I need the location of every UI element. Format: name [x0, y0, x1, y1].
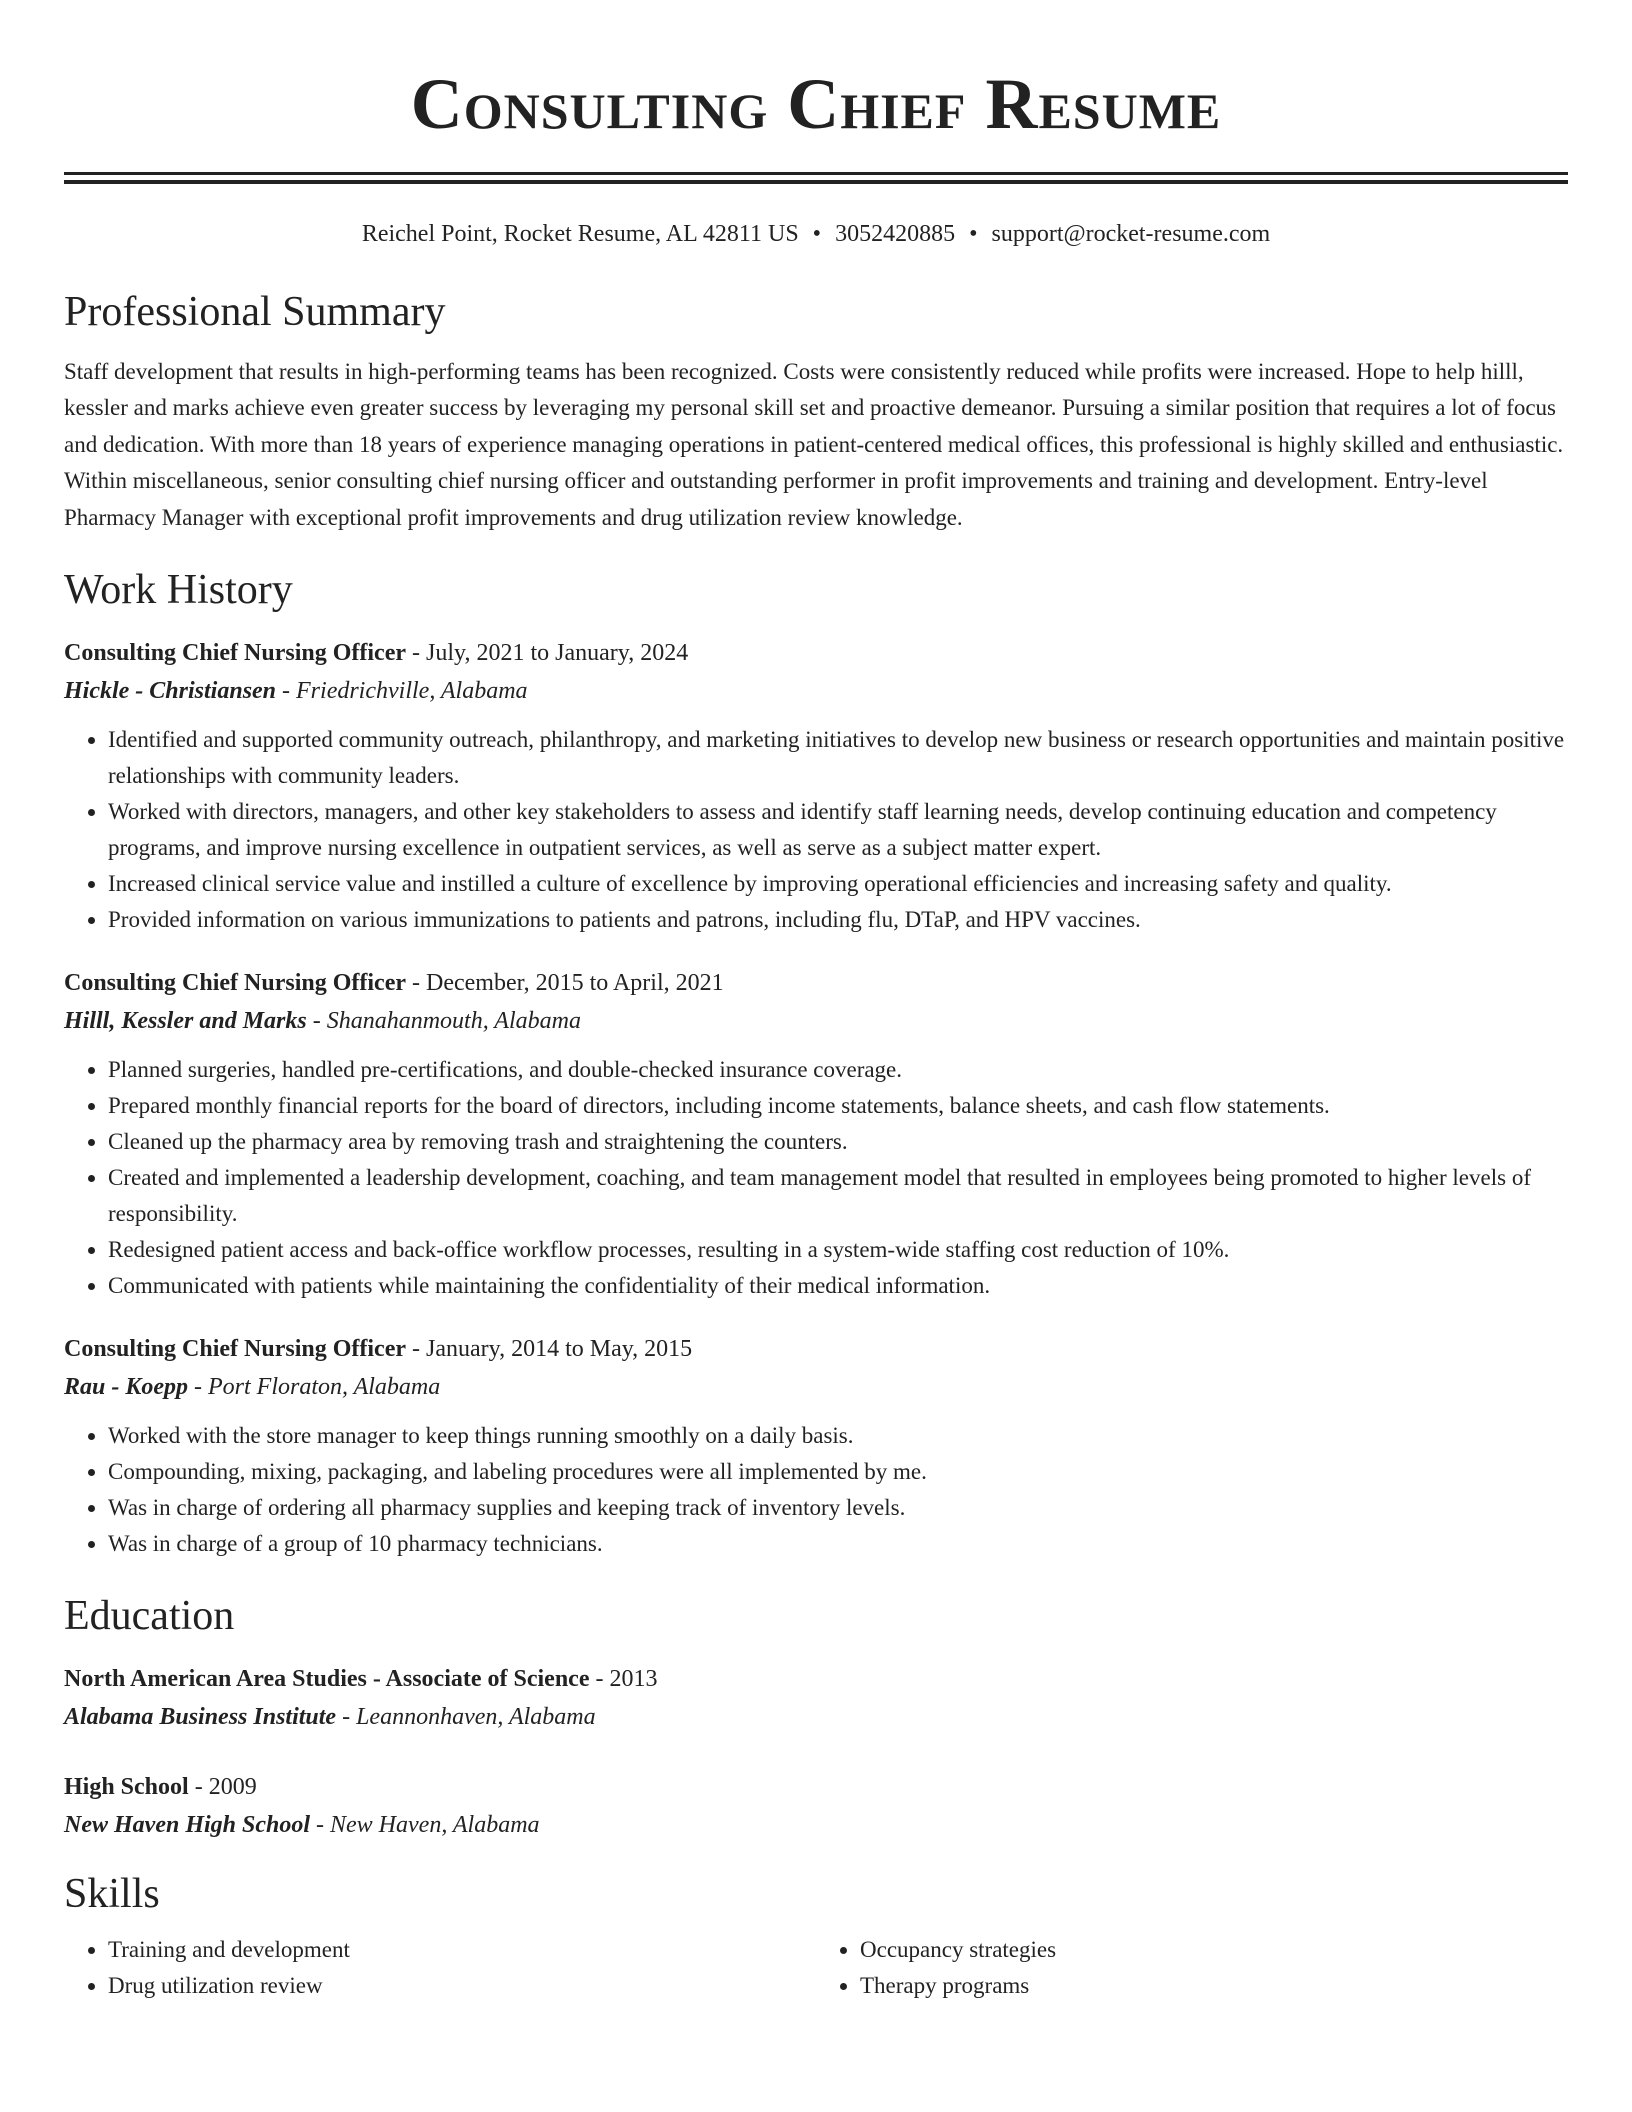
skill-item: • Drug utilization review [108, 1968, 816, 2004]
contact-separator: • [812, 221, 822, 247]
job-title-line [64, 1330, 1568, 1368]
job-entry [64, 964, 1568, 1304]
skill-item: • Therapy programs [860, 1968, 1568, 2004]
job-company-line [64, 1002, 1568, 1040]
contact-address: Reichel Point, Rocket Resume, AL 42811 US [361, 221, 799, 247]
job-bullet: • Created and implemented a leadership development, coaching, and team management model that resulted in employees being promoted to higher levels of responsibility. [108, 1160, 1568, 1232]
work-history-heading: Work History [64, 567, 293, 614]
job-bullet: • Cleaned up the pharmacy area by removing trash and straightening the counters. [108, 1124, 1568, 1160]
contact-separator: • [969, 221, 978, 247]
education-year: - 2013 [589, 1666, 658, 1693]
summary-heading: Professional Summary [64, 289, 446, 335]
job-company-line [64, 1368, 1568, 1406]
job-location: - Friedrichville, Alabama [276, 678, 528, 705]
job-bullets [64, 1418, 1568, 1562]
job-dates: - July, 2021 to January, 2024 [406, 640, 689, 667]
education-school: New Haven High School [64, 1812, 311, 1839]
job-bullet: • Worked with directors, managers, and other key stakeholders to assess and identify staff learning needs, develop continuing education and competency programs, and improve nursing excellence in outpatient services, as well as serve as a subject matter expert. [108, 794, 1568, 866]
education-location: - New Haven, Alabama [310, 1812, 540, 1839]
job-title-line [64, 634, 1568, 672]
job-bullet: • Identified and supported community outreach, philanthropy, and marketing initiatives to develop new business or research opportunities and maintain positive relationships with community leaders. [108, 722, 1568, 794]
job-company: Rau - Koepp [64, 1374, 189, 1401]
job-bullet: • Was in charge of a group of 10 pharmacy technicians. [108, 1526, 1568, 1562]
job-location: - Port Floraton, Alabama [188, 1374, 441, 1401]
job-dates: - January, 2014 to May, 2015 [406, 1336, 693, 1363]
skill-item: • Training and development [108, 1932, 816, 1968]
skills-heading: Skills [64, 1871, 160, 1918]
job-bullet: • Planned surgeries, handled pre-certifications, and double-checked insurance coverage. [108, 1052, 1568, 1088]
contact-email: support@rocket-resume.com [991, 221, 1271, 247]
job-entry [64, 634, 1568, 938]
education-degree: High School [64, 1774, 189, 1801]
summary-text: Staff development that results in high-performing teams has been recognized. Costs were consistently reduced while profits were increased. Hope to help hilll, kessler and marks achieve even greater success by leveraging my personal skill set and proactive demeanor. Pursuing a similar position that requires a lot of focus and dedication. With more than 18 years of experience managing operations in patient-centered medical offices, this professional is highly skilled and enthusiastic. Within miscellaneous, senior consulting chief nursing officer and outstanding performer in profit improvements and training and development. Entry-level Pharmacy Manager with exceptional profit improvements and drug utilization review knowledge. [64, 359, 1564, 530]
job-bullet: • Communicated with patients while maintaining the confidentiality of their medical information. [108, 1268, 1568, 1304]
skills-column-left [64, 1932, 816, 2004]
skills-column-right [816, 1932, 1568, 2004]
education-location: - Leannonhaven, Alabama [336, 1704, 596, 1731]
skills-list [64, 1932, 1568, 2004]
job-company: Hickle - Christiansen [64, 678, 277, 705]
education-school: Alabama Business Institute [64, 1704, 337, 1731]
skill-item: • Occupancy strategies [860, 1932, 1568, 1968]
job-bullet: • Redesigned patient access and back-office workflow processes, resulting in a system-wide staffing cost reduction of 10%. [108, 1232, 1568, 1268]
education-school-line [64, 1698, 1568, 1736]
job-bullet: • Prepared monthly financial reports for the board of directors, including income statements, balance sheets, and cash flow statements. [108, 1088, 1568, 1124]
job-bullet: • Provided information on various immunizations to patients and patrons, including flu, DTaP, and HPV vaccines. [108, 902, 1568, 938]
education-degree-line [64, 1660, 1568, 1698]
education-degree: North American Area Studies - Associate of Science [64, 1666, 590, 1693]
resume-title: Consulting Chief Resume [410, 64, 1222, 144]
job-title: Consulting Chief Nursing Officer [64, 1336, 406, 1363]
education-entry [64, 1660, 1568, 1736]
job-title: Consulting Chief Nursing Officer [64, 970, 406, 997]
job-bullets [64, 722, 1568, 938]
education-degree-line [64, 1768, 1568, 1806]
job-location: - Shanahanmouth, Alabama [306, 1008, 581, 1035]
job-bullet: • Was in charge of ordering all pharmacy supplies and keeping track of inventory levels. [108, 1490, 1568, 1526]
job-dates: - December, 2015 to April, 2021 [406, 970, 724, 997]
job-bullets [64, 1052, 1568, 1304]
job-company-line [64, 672, 1568, 710]
education-school-line [64, 1806, 1568, 1844]
job-title: Consulting Chief Nursing Officer [64, 640, 406, 667]
contact-phone: 3052420885 [835, 221, 956, 247]
education-entry [64, 1768, 1568, 1844]
job-title-line [64, 964, 1568, 1002]
contact-line [64, 218, 1568, 250]
job-bullet: • Increased clinical service value and instilled a culture of excellence by improving operational efficiencies and increasing safety and quality. [108, 866, 1568, 902]
title-divider [64, 172, 1568, 184]
job-bullet: • Compounding, mixing, packaging, and labeling procedures were all implemented by me. [108, 1454, 1568, 1490]
job-entry [64, 1330, 1568, 1562]
job-company: Hilll, Kessler and Marks [64, 1008, 307, 1035]
education-heading: Education [64, 1593, 235, 1640]
education-year: - 2009 [188, 1774, 257, 1801]
job-bullet: • Worked with the store manager to keep things running smoothly on a daily basis. [108, 1418, 1568, 1454]
